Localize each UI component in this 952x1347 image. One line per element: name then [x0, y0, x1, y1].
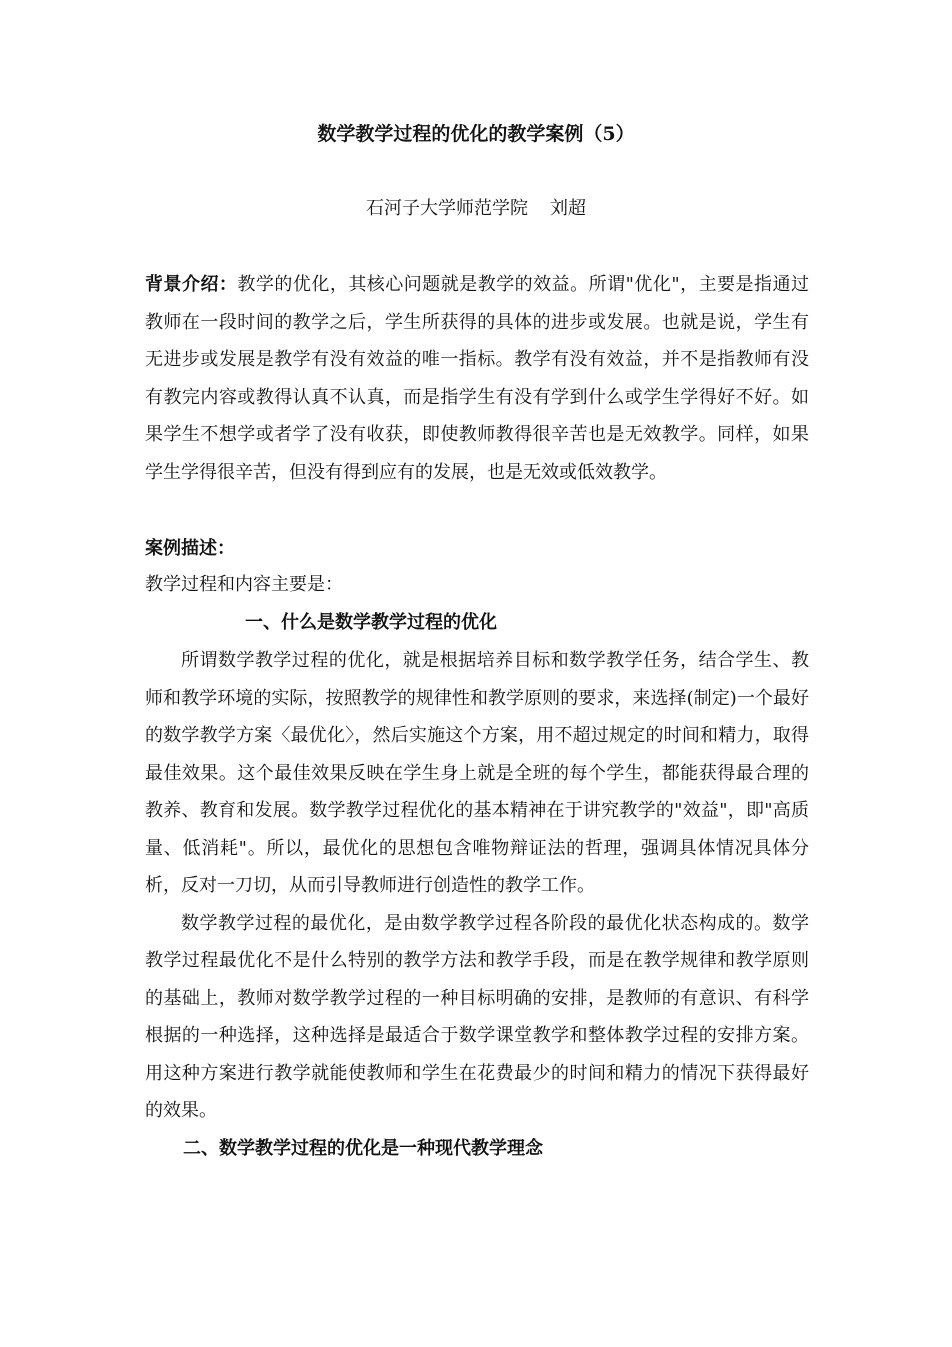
section1-body	[145, 642, 809, 1130]
background-label: 背景介绍：	[145, 274, 238, 295]
background-text: 教学的优化，其核心问题就是教学的效益。所谓"优化"，主要是指通过教师在一段时间的教学之后，学生所获得的具体的进步或发展。也就是说，学生有无进步或发展是教学有没有效益的唯一指标。教学有没有效益，并不是指教师有没有教完内容或教得认真不认真，而是指学生有没有学到什么或学生学得好不好。如果学生不想学或者学了没有收获，即使教师教得很辛苦也是无效教学。同样，如果学生学得很辛苦，但没有得到应有的发展，也是无效或低效教学。	[145, 274, 809, 483]
section2-heading: 二、数学教学过程的优化是一种现代教学理念	[183, 1138, 543, 1159]
section1-paragraph-2: 数学教学过程的最优化，是由数学教学过程各阶段的最优化状态构成的。数学教学过程最优化不是什么特别的教学方法和教学手段，而是在教学规律和教学原则的基础上，教师对数学教学过程的一种目标明确的安排，是教师的有意识、有科学根据的一种选择，这种选择是最适合于数学课堂教学和整体教学过程的安排方案。用这种方案进行教学就能使教师和学生在花费最少的时间和精力的情况下获得最好的效果。	[145, 912, 809, 1121]
author-affiliation: 石河子大学师范学院	[366, 198, 528, 219]
background-paragraph	[145, 266, 809, 491]
case-label: 案例描述：	[145, 538, 235, 559]
case-intro: 教学过程和内容主要是：	[145, 574, 343, 595]
section1-paragraph-1: 所谓数学教学过程的优化，就是根据培养目标和数学教学任务，结合学生、教师和教学环境的实际，按照教学的规律性和教学原则的要求，来选择(制定)一个最好的数学教学方案〈最优化〉，然后实施这个方案，用不超过规定的时间和精力，取得最佳效果。这个最佳效果反映在学生身上就是全班的每个学生，都能获得最合理的教养、教育和发展。数学教学过程优化的基本精神在于讲究教学的"效益"，即"高质量、低消耗"。所以，最优化的思想包含唯物辩证法的哲理，强调具体情况具体分析，反对一刀切，从而引导教师进行创造性的教学工作。	[145, 650, 809, 896]
author-name: 刘超	[550, 198, 586, 219]
section1-heading: 一、什么是数学教学过程的优化	[245, 612, 497, 633]
document-title: 数学教学过程的优化的教学案例（5）	[317, 123, 635, 145]
background-section	[145, 266, 809, 491]
author-line	[0, 195, 952, 223]
